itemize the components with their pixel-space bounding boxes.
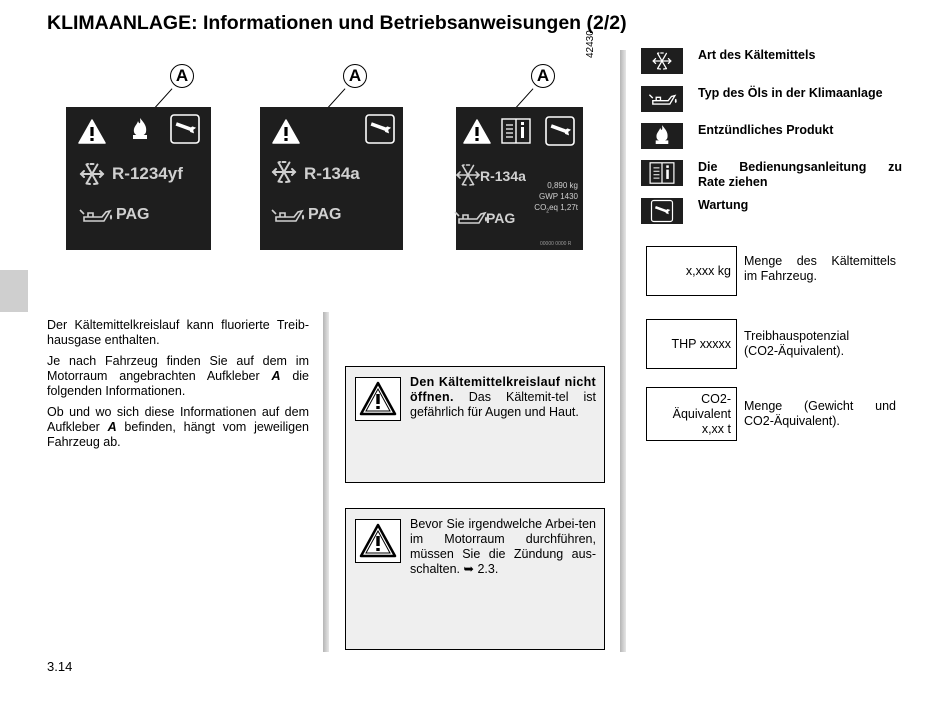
- sticker-2-refrigerant: R-134a: [304, 164, 360, 183]
- sticker-3: [456, 107, 583, 250]
- wrench-icon: [366, 115, 394, 143]
- quantity-box-gwp: THP xxxxx: [646, 319, 737, 369]
- legend-manual: [698, 160, 902, 190]
- snowflake-icon: [641, 48, 683, 74]
- quantity-desc-mass: Menge des Kältemittels im Fahrzeug.: [744, 254, 896, 283]
- sticker-1: [66, 107, 211, 250]
- page-title: KLIMAANLAGE: Informationen und Betriebsanweisungen (2/2): [47, 12, 627, 34]
- warning-box-circuit: [345, 366, 605, 483]
- quantity-box-co2: CO2- Äquivalent x,xx t: [646, 387, 737, 441]
- sticker-1-refrigerant: R-1234yf: [112, 164, 183, 183]
- oil-can-icon: [641, 86, 683, 112]
- sticker-1-oil: PAG: [116, 206, 150, 223]
- page-number: 3.14: [47, 659, 73, 674]
- wrench-icon: [171, 115, 199, 143]
- callout-a-1: A: [170, 64, 194, 88]
- warning-icon: [79, 120, 105, 143]
- legend-refrigerant-type: Art des Kältemittels: [698, 48, 816, 62]
- manual-book-icon: [641, 160, 683, 186]
- legend-manual-line-1: Die Bedienungsanleitung zu: [698, 160, 902, 174]
- column-divider-middle: [323, 312, 329, 652]
- intro-paragraph-3: Ob und wo sich diese Informationen auf dem Aufkleber A befinden, hängt vom jeweiligen Fahrzeug ab.: [47, 405, 309, 449]
- warning-box-ignition: [345, 508, 605, 650]
- intro-paragraph-1: Der Kältemittelkreislauf kann fluorierte Treib-hausgase enthalten.: [47, 318, 309, 347]
- manual-book-icon: [502, 119, 530, 143]
- sticker-3-co2: $CO_2eq$ 1,27t: [534, 203, 578, 215]
- wrench-icon: [641, 198, 683, 224]
- sticker-3-mass: 0,890 kg: [547, 181, 578, 190]
- column-divider-right: [620, 50, 626, 652]
- sticker-2: [260, 107, 403, 250]
- legend-flammable: Entzündliches Produkt: [698, 123, 834, 137]
- legend-maintenance: Wartung: [698, 198, 749, 212]
- wrench-icon: [546, 117, 574, 145]
- sticker-2-oil: PAG: [308, 206, 342, 223]
- quantity-desc-gwp: Treibhauspotenzial (CO2-Äquivalent).: [744, 329, 850, 358]
- chapter-tab: [0, 270, 28, 312]
- legend-oil-type: Typ des Öls in der Klimaanlage: [698, 86, 883, 100]
- quantity-box-mass: x,xxx kg: [646, 246, 737, 296]
- warning-1-text: Den Kältemittelkreislauf nicht öffnen. Das Kältemit-tel ist gefährlich für Augen und Haut.: [410, 375, 596, 419]
- warning-triangle-icon: [355, 377, 401, 421]
- sticker-3-refrigerant: R-134a: [480, 168, 526, 184]
- callout-a-3: A: [531, 64, 555, 88]
- warning-2-text: Bevor Sie irgendwelche Arbei-ten im Motorraum durchführen, müssen Sie die Zündung aus-schalten. ➥ 2.3.: [410, 517, 596, 576]
- flame-icon: [133, 118, 147, 139]
- quantity-desc-co2: Menge (Gewicht und CO2-Äquivalent).: [744, 399, 896, 428]
- figure-number: 42430: [585, 30, 596, 58]
- sticker-3-code: 00000 0000 R: [540, 241, 572, 247]
- sticker-3-specs: [516, 180, 578, 218]
- arrow-icon: ➥: [463, 562, 474, 576]
- warning-triangle-icon: [355, 519, 401, 563]
- sticker-3-oil: PAG: [486, 210, 516, 226]
- legend-manual-line-2: Rate ziehen: [698, 175, 768, 189]
- sticker-3-gwp: GWP 1430: [539, 192, 578, 201]
- intro-text: [47, 318, 309, 456]
- warning-icon: [464, 120, 490, 143]
- callout-a-2: A: [343, 64, 367, 88]
- flame-icon: [641, 123, 683, 149]
- intro-paragraph-2: Je nach Fahrzeug finden Sie auf dem im Motorraum angebrachten Aufkleber A die folgenden Informationen.: [47, 354, 310, 398]
- warning-icon: [273, 120, 299, 143]
